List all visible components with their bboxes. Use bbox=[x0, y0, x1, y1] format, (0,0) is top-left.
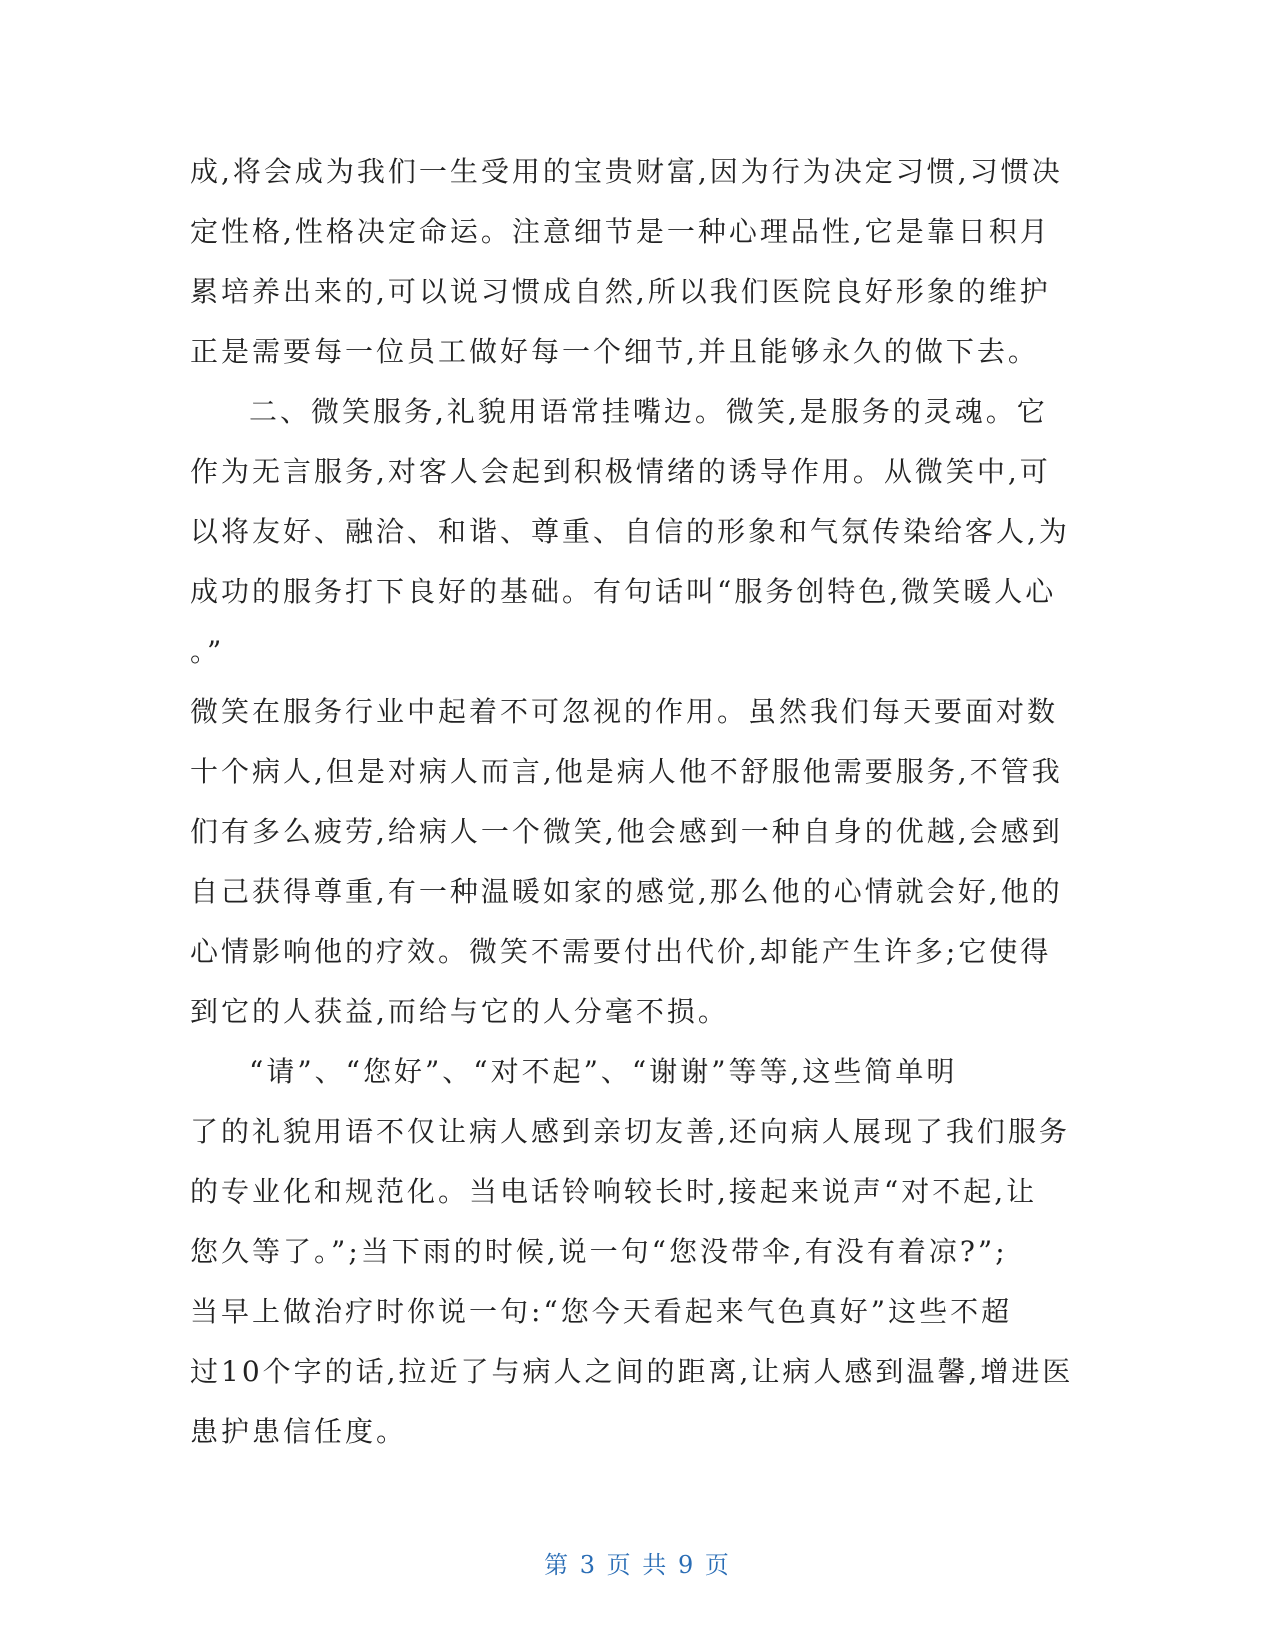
text-line: 患护患信任度。 bbox=[190, 1415, 408, 1448]
text-line: 过10个字的话,拉近了与病人之间的距离,让病人感到温馨,增进医 bbox=[190, 1355, 1074, 1388]
text-line: “请”、“您好”、“对不起”、“谢谢”等等,这些简单明 bbox=[249, 1055, 958, 1088]
paragraph-2 bbox=[190, 382, 1080, 682]
text-line: 累培养出来的,可以说习惯成自然,所以我们医院良好形象的维护 bbox=[190, 275, 1051, 308]
text-line: 成,将会成为我们一生受用的宝贵财富,因为行为决定习惯,习惯决 bbox=[190, 155, 1063, 188]
text-line: 自己获得尊重,有一种温暖如家的感觉,那么他的心情就会好,他的 bbox=[190, 875, 1063, 908]
paragraph-3 bbox=[190, 682, 1080, 1042]
text-line: 成功的服务打下良好的基础。有句话叫“服务创特色,微笑暖人心 bbox=[190, 575, 1057, 608]
text-line: 的专业化和规范化。当电话铃响较长时,接起来说声“对不起,让 bbox=[190, 1175, 1038, 1208]
document-body bbox=[190, 142, 1080, 1462]
text-line: 。” bbox=[190, 635, 225, 668]
text-line: 微笑在服务行业中起着不可忽视的作用。虽然我们每天要面对数 bbox=[190, 695, 1059, 728]
text-line: 十个病人,但是对病人而言,他是病人他不舒服他需要服务,不管我 bbox=[190, 755, 1063, 788]
paragraph-4 bbox=[190, 1042, 1080, 1462]
text-line: 二、微笑服务,礼貌用语常挂嘴边。微笑,是服务的灵魂。它 bbox=[249, 395, 1048, 428]
text-line: 您久等了。”;当下雨的时候,说一句“您没带伞,有没有着凉?”; bbox=[190, 1235, 1008, 1268]
text-line: 心情影响他的疗效。微笑不需要付出代价,却能产生许多;它使得 bbox=[190, 935, 1052, 968]
text-line: 们有多么疲劳,给病人一个微笑,他会感到一种自身的优越,会感到 bbox=[190, 815, 1063, 848]
text-line: 了的礼貌用语不仅让病人感到亲切友善,还向病人展现了我们服务 bbox=[190, 1115, 1070, 1148]
text-line: 以将友好、融洽、和谐、尊重、自信的形象和气氛传染给客人,为 bbox=[190, 515, 1070, 548]
text-line: 定性格,性格决定命运。注意细节是一种心理品性,它是靠日积月 bbox=[190, 215, 1051, 248]
text-line: 正是需要每一位员工做好每一个细节,并且能够永久的做下去。 bbox=[190, 335, 1039, 368]
text-line: 到它的人获益,而给与它的人分毫不损。 bbox=[190, 995, 729, 1028]
text-line: 当早上做治疗时你说一句:“您今天看起来气色真好”这些不超 bbox=[190, 1295, 1013, 1328]
page-number-footer: 第 3 页 共 9 页 bbox=[544, 1551, 731, 1579]
paragraph-1 bbox=[190, 142, 1080, 382]
text-line: 作为无言服务,对客人会起到积极情绪的诱导作用。从微笑中,可 bbox=[190, 455, 1051, 488]
